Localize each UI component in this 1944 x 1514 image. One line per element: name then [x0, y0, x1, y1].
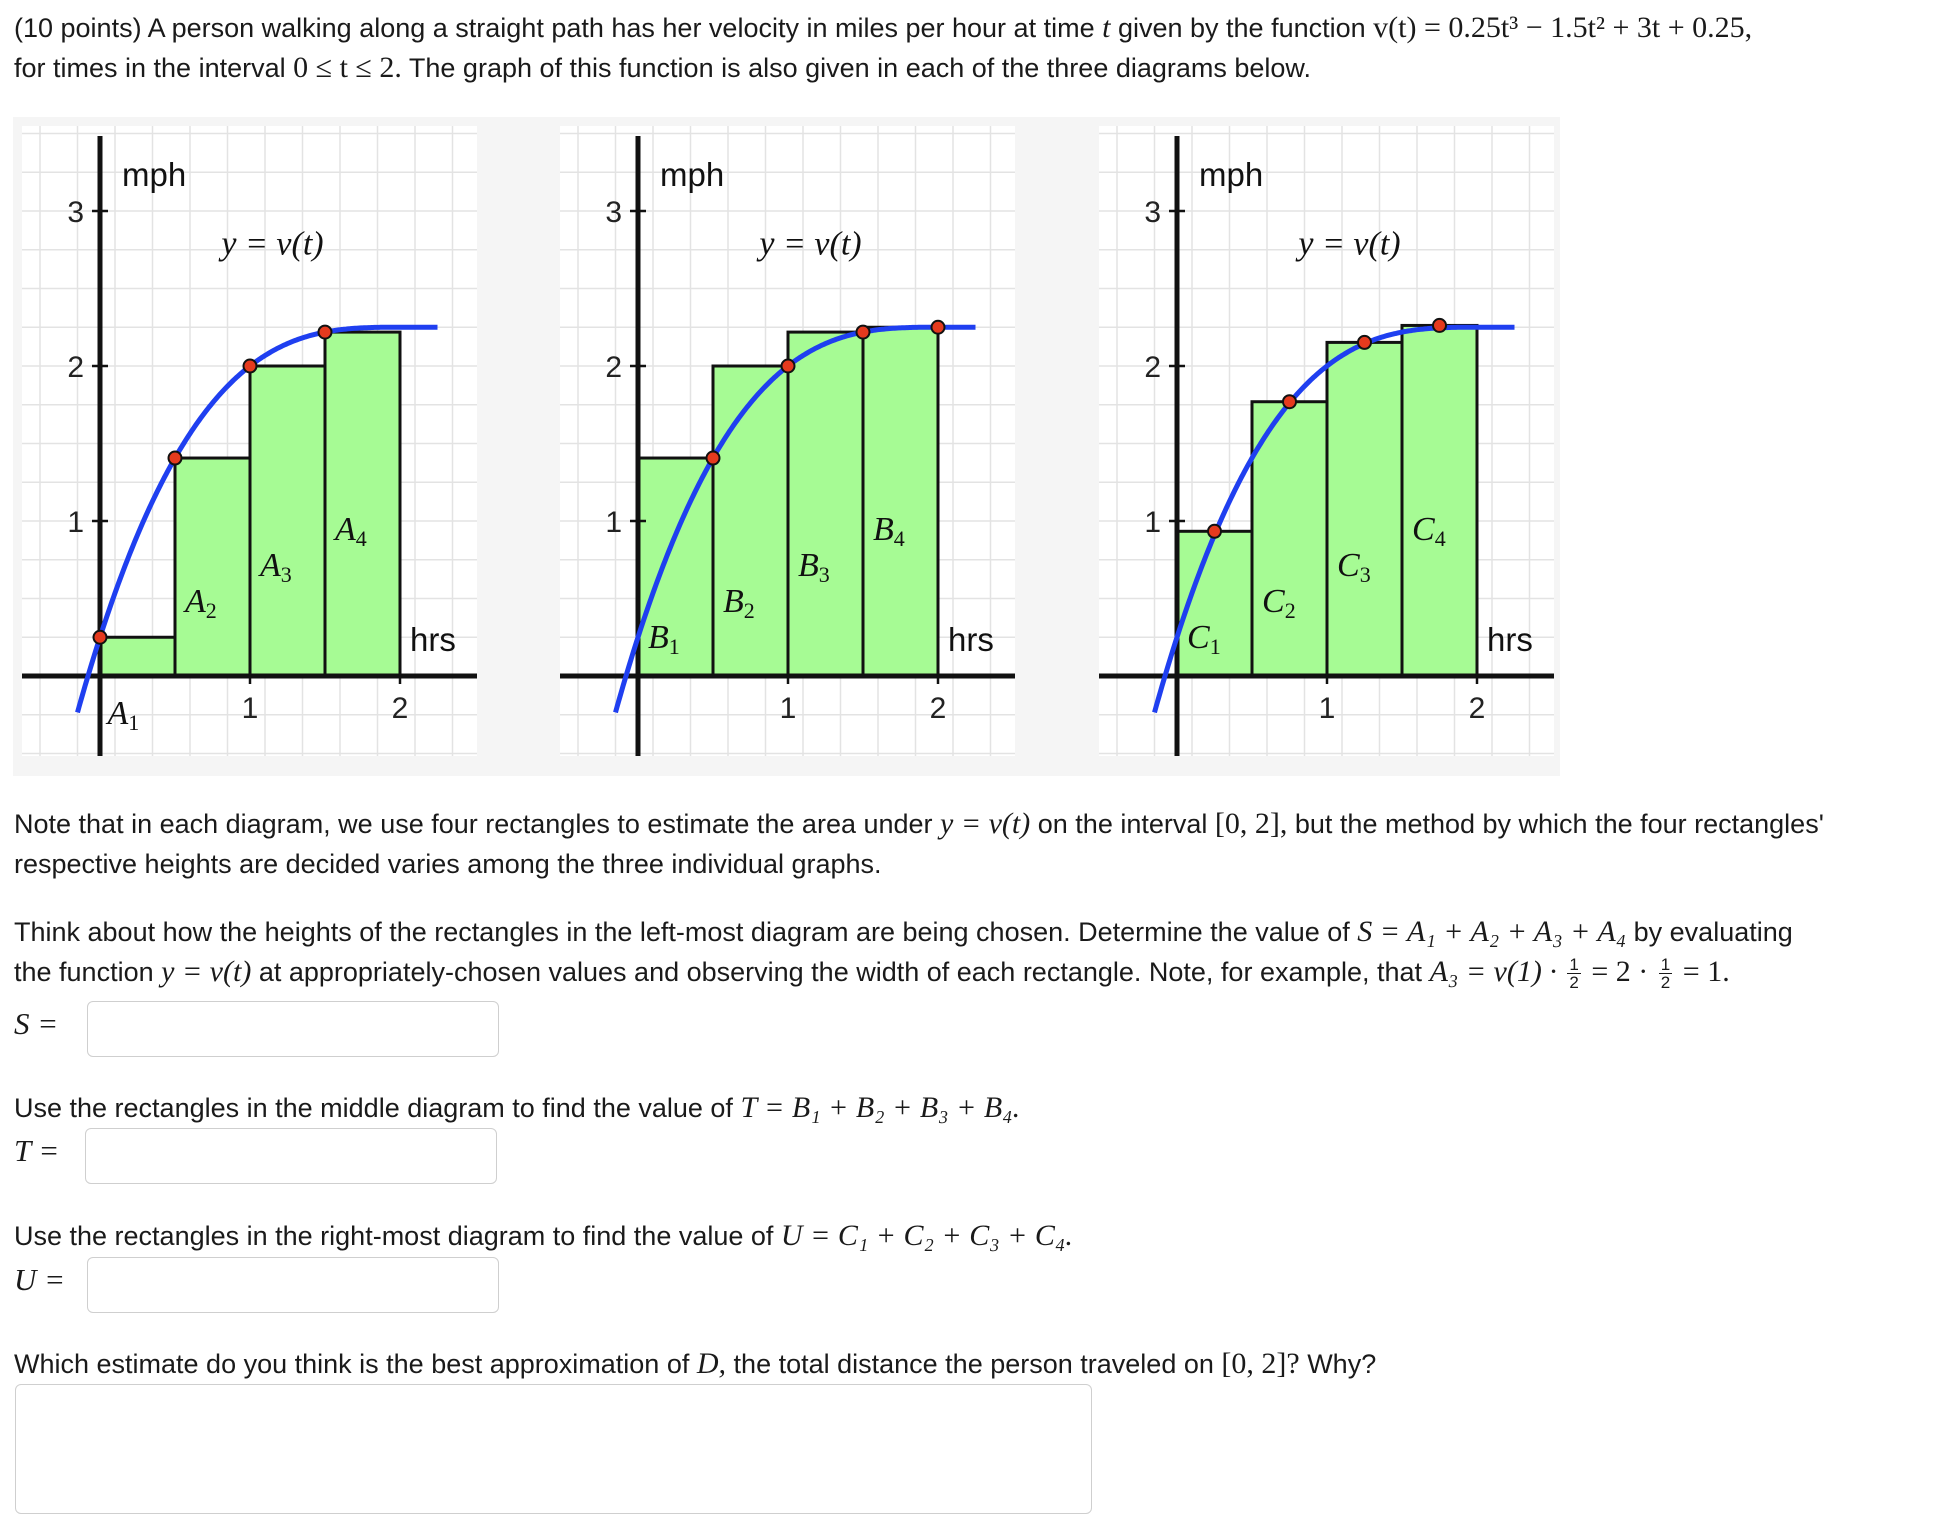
question-d-text-b: the total distance the person traveled on: [733, 1349, 1214, 1379]
question-d-interval: [0, 2]?: [1221, 1347, 1300, 1380]
interval-expression: 0 ≤ t ≤ 2.: [293, 51, 402, 84]
note-line-1: [14, 804, 1824, 844]
rectangle-label-4: C4: [1412, 511, 1446, 551]
question-t-line: [14, 1088, 1020, 1128]
note-line-2: respective heights are decided varies among the three individual graphs.: [14, 849, 882, 879]
right-endpoint-graph: [560, 126, 1015, 756]
intro-text-b: given by the function: [1117, 13, 1366, 43]
question-u-sum: U = C₁ + C₂ + C₃ + C₄.: [780, 1219, 1073, 1252]
y-axis-unit-label: mph: [1199, 156, 1264, 193]
fraction-numerator: 1: [1569, 955, 1579, 975]
s-answer-input[interactable]: [87, 1001, 499, 1057]
question-s-text-b: by evaluating: [1633, 917, 1793, 947]
fraction-one-half-2: [1659, 956, 1672, 991]
midpoint-graph: [1099, 126, 1554, 756]
y-tick-label: 3: [67, 196, 84, 229]
rectangle-label-1: A1: [107, 695, 140, 735]
x-axis-unit-label: hrs: [948, 621, 994, 658]
rectangle-label-1: C1: [1187, 619, 1221, 659]
curve-label: y = v(t): [1298, 225, 1401, 263]
question-s-line-1: [14, 912, 1793, 952]
question-s-text-d: at appropriately-chosen values and observing the width of each rectangle. Note, for example, that: [258, 957, 1423, 987]
question-d-line: [14, 1344, 1376, 1384]
sample-point-4: [319, 326, 332, 339]
sample-point-3: [857, 326, 870, 339]
rectangle-2: [175, 458, 250, 676]
y-tick-label: 1: [605, 506, 622, 539]
question-d-text-a: Which estimate do you think is the best approximation of: [14, 1349, 690, 1379]
note-text-a: Note that in each diagram, we use four rectangles to estimate the area under: [14, 809, 933, 839]
riemann-rectangles: [100, 332, 400, 676]
riemann-rectangles: [638, 327, 938, 676]
sample-point-2: [169, 452, 182, 465]
rectangle-label-4: B4: [873, 511, 905, 551]
u-answer-input[interactable]: [87, 1257, 499, 1313]
question-d-variable: D,: [696, 1347, 727, 1380]
intro-text-a: (10 points) A person walking along a straight path has her velocity in miles per hour at time: [14, 13, 1095, 43]
question-s-text-c: the function: [14, 957, 154, 987]
rectangle-label-3: C3: [1337, 547, 1371, 587]
s-label: S =: [14, 1006, 59, 1041]
rectangle-label-4: A4: [335, 511, 367, 551]
intro-text-d: The graph of this function is also given in each of the three diagrams below.: [408, 53, 1311, 83]
y-axis-unit-label: mph: [122, 156, 187, 193]
x-tick-label: 2: [1468, 692, 1486, 725]
rectangle-label-3: B3: [798, 547, 830, 587]
rectangle-4: [325, 332, 400, 676]
sample-point-1: [707, 452, 720, 465]
rectangle-label-2: A2: [185, 583, 217, 623]
rectangle-3: [1327, 342, 1402, 676]
y-tick-label: 2: [605, 351, 622, 384]
u-label: U =: [14, 1262, 66, 1297]
example-a3: A₃ = v(1) ·: [1429, 955, 1557, 988]
question-u-line: [14, 1216, 1073, 1256]
y-tick-label: 3: [605, 196, 622, 229]
y-tick-label: 3: [1144, 196, 1161, 229]
rectangle-label-2: B2: [723, 583, 755, 623]
x-tick-label: 1: [241, 692, 259, 725]
t-label: T =: [14, 1133, 60, 1168]
rectangle-label-1: B1: [648, 619, 680, 659]
fraction-denominator: 2: [1569, 973, 1579, 993]
question-u-text: Use the rectangles in the right-most diagram to find the value of: [14, 1221, 774, 1251]
y-axis-unit-label: mph: [660, 156, 725, 193]
y-tick-label: 2: [67, 351, 84, 384]
rectangle-label-3: A3: [260, 547, 292, 587]
intro-variable-t: t: [1102, 11, 1111, 44]
x-tick-label: 2: [391, 692, 409, 725]
example-result: = 1.: [1682, 955, 1730, 988]
note-interval: [0, 2],: [1214, 807, 1288, 840]
y-tick-label: 1: [67, 506, 84, 539]
fraction-one-half: [1567, 956, 1580, 991]
rectangle-4: [1402, 325, 1477, 676]
sample-point-4: [932, 321, 945, 334]
rectangle-3: [250, 366, 325, 676]
curve-label: y = v(t): [221, 225, 324, 263]
d-essay-textarea[interactable]: [15, 1384, 1092, 1514]
question-t-text: Use the rectangles in the middle diagram to find the value of: [14, 1093, 733, 1123]
question-d-text-c: Why?: [1307, 1349, 1377, 1379]
fraction-numerator-2: 1: [1660, 955, 1671, 975]
sample-point-4: [1433, 319, 1446, 332]
note-math: y = v(t): [940, 807, 1031, 840]
problem-line-2: [14, 48, 1311, 88]
x-tick-label: 1: [779, 692, 797, 725]
question-s-line-2: [14, 952, 1730, 992]
x-axis-unit-label: hrs: [1487, 621, 1533, 658]
fraction-denominator-2: 2: [1660, 973, 1671, 993]
y-tick-label: 2: [1144, 351, 1161, 384]
rectangle-label-2: C2: [1262, 583, 1296, 623]
riemann-rectangles: [1177, 325, 1477, 676]
rectangle-4: [863, 327, 938, 676]
sample-point-2: [782, 360, 795, 373]
function-formula: v(t) = 0.25t³ − 1.5t² + 3t + 0.25,: [1373, 11, 1753, 44]
question-s-text-a: Think about how the heights of the rectangles in the left-most diagram are being chosen. Determine the value of: [14, 917, 1350, 947]
sample-point-1: [1208, 525, 1221, 538]
intro-text-c: for times in the interval: [14, 53, 286, 83]
sample-point-3: [244, 360, 257, 373]
problem-line-1: [14, 8, 1752, 48]
question-t-sum: T = B₁ + B₂ + B₃ + B₄.: [740, 1091, 1021, 1124]
sample-point-1: [94, 631, 107, 644]
rectangle-2: [713, 366, 788, 676]
note-text-b: on the interval: [1037, 809, 1208, 839]
rectangle-3: [788, 332, 863, 676]
question-s-function: y = v(t): [161, 955, 252, 988]
y-tick-label: 1: [1144, 506, 1161, 539]
sample-point-3: [1358, 336, 1371, 349]
x-axis-unit-label: hrs: [410, 621, 456, 658]
sample-point-2: [1283, 395, 1296, 408]
rectangle-1: [100, 637, 175, 676]
x-tick-label: 1: [1318, 692, 1336, 725]
note-text-c: but the method by which the four rectangles': [1294, 809, 1824, 839]
curve-label: y = v(t): [759, 225, 862, 263]
t-answer-input[interactable]: [85, 1128, 497, 1184]
question-s-sum: S = A₁ + A₂ + A₃ + A₄: [1357, 915, 1627, 948]
example-product: = 2 ·: [1591, 955, 1649, 988]
left-endpoint-graph: [22, 126, 477, 756]
x-tick-label: 2: [929, 692, 947, 725]
